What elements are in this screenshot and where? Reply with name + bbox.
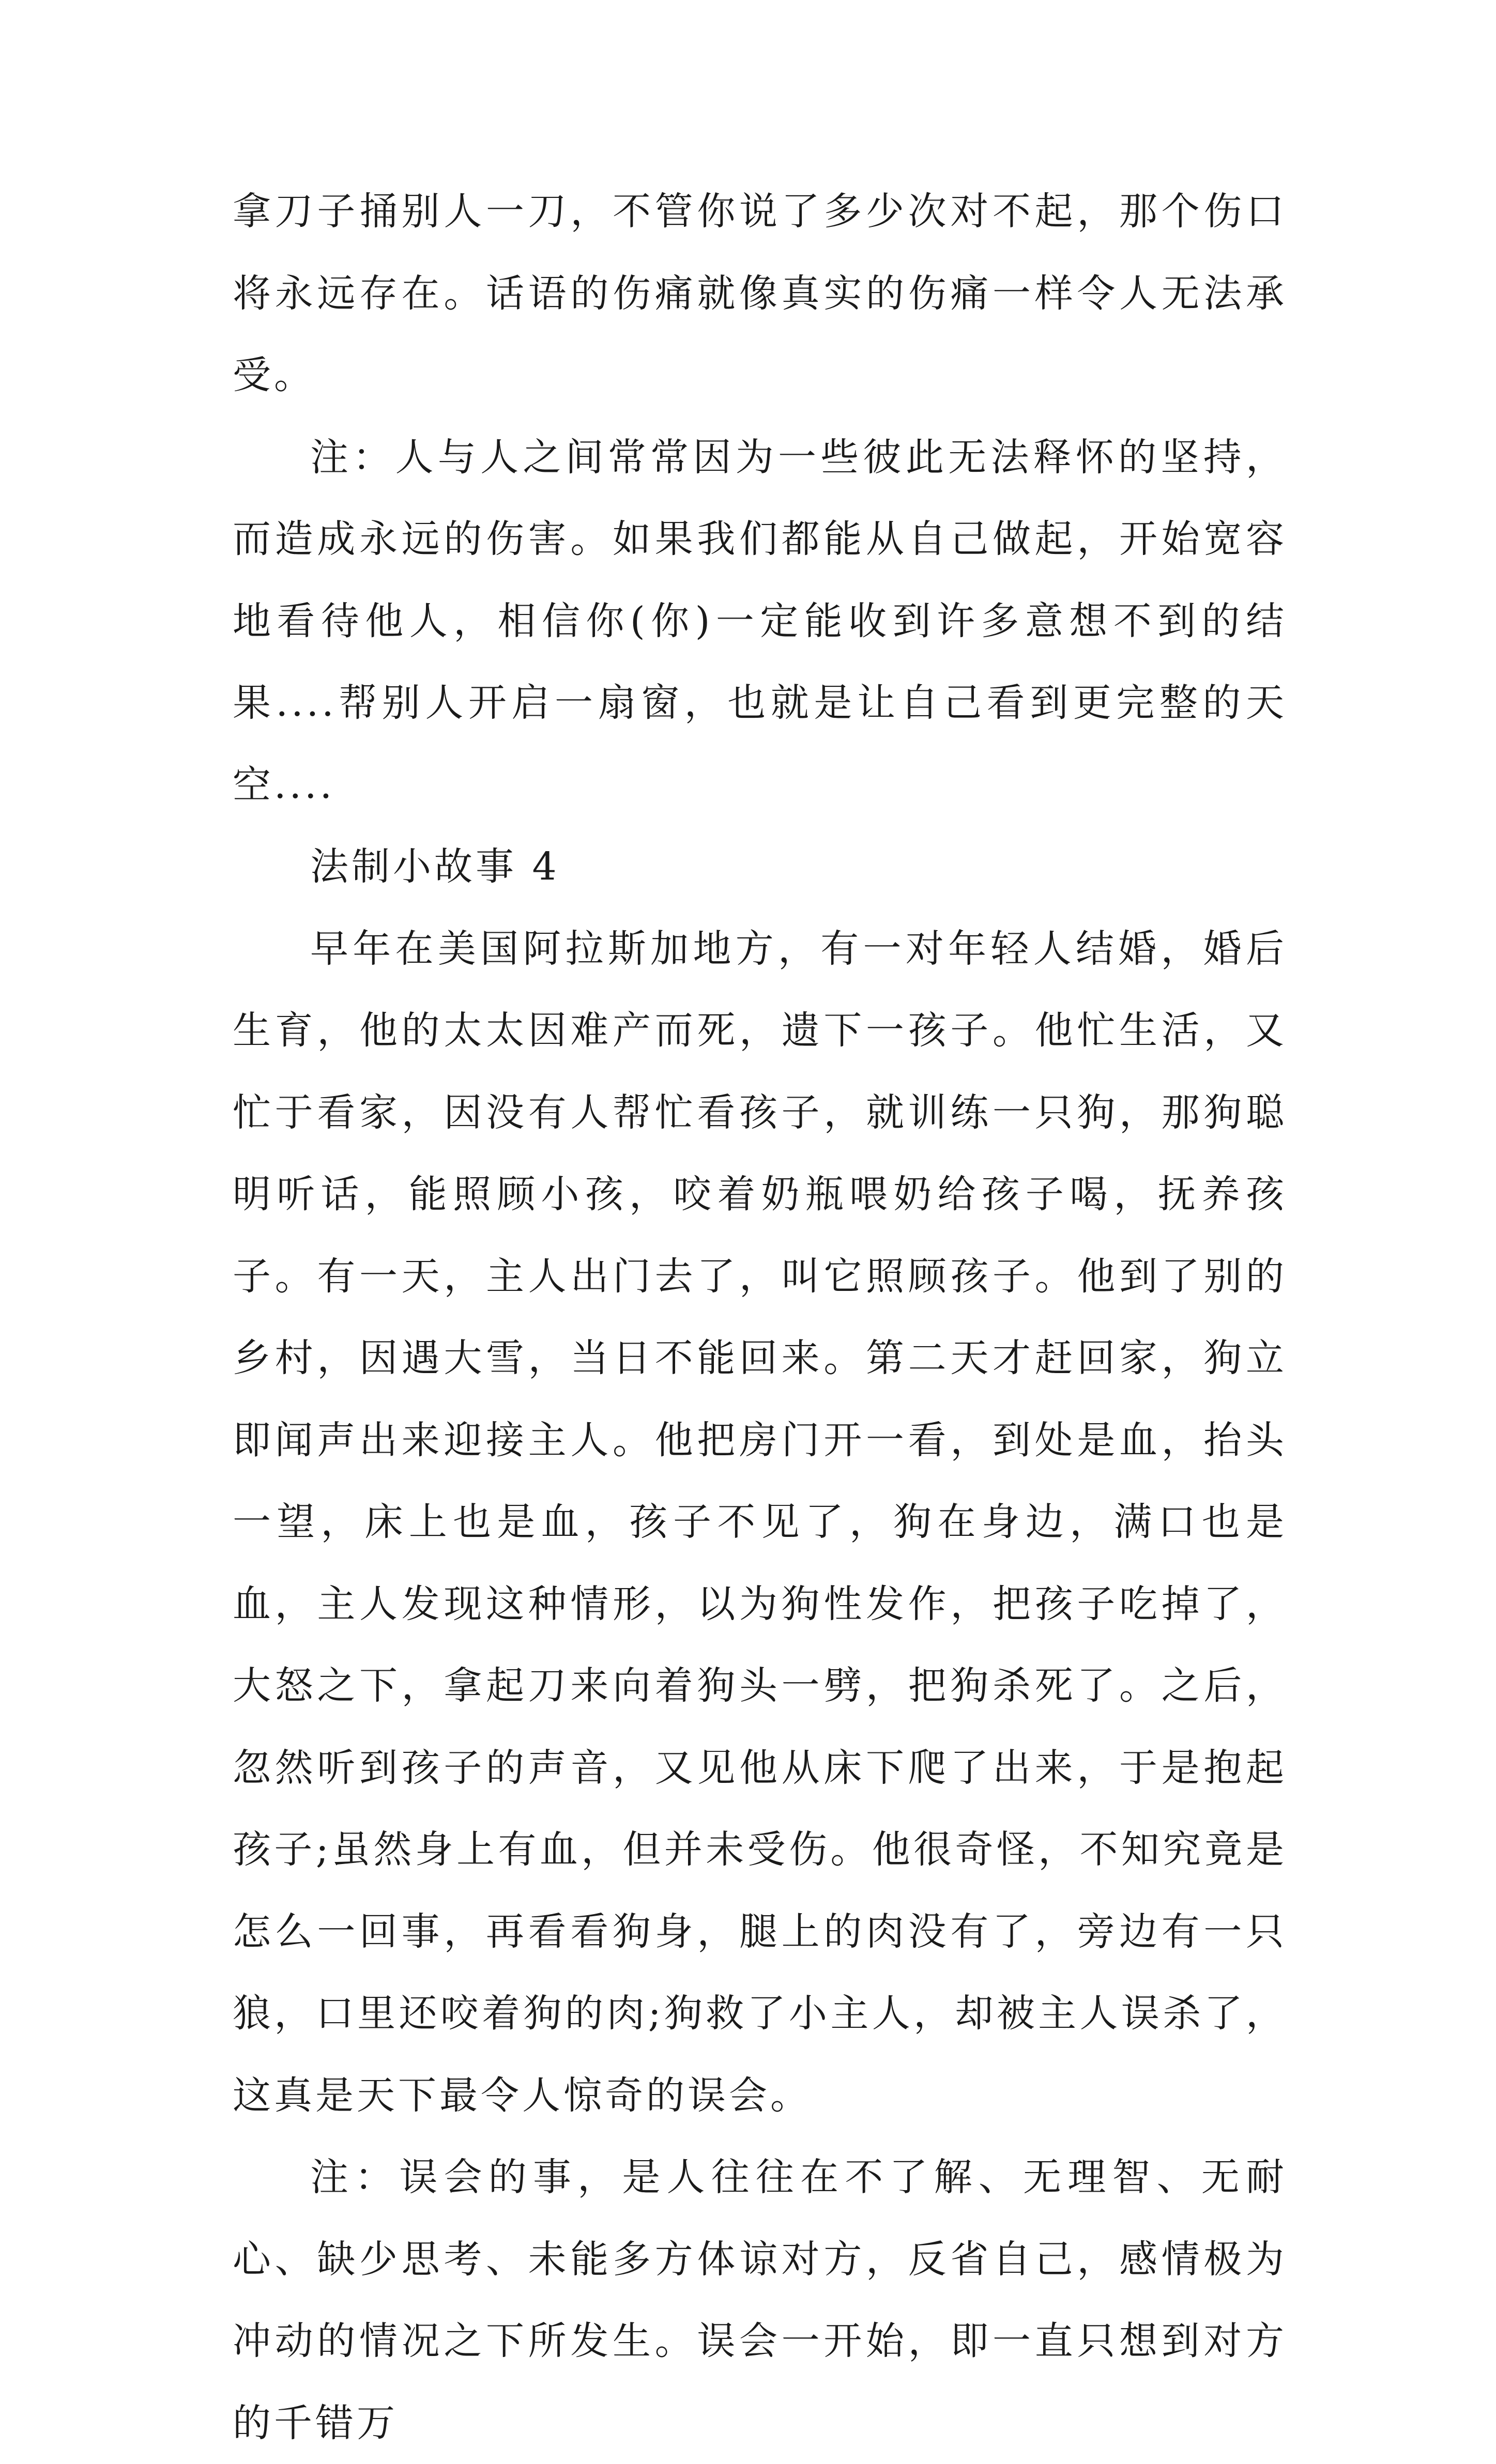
story-4-title: 法制小故事 4 (310, 844, 560, 889)
paragraph-story-4-body: 早年在美国阿拉斯加地方，有一对年轻人结婚，婚后生育，他的太太因难产而死，遗下一孩子。他忙生活，又忙于看家，因没有人帮忙看孩子，就训练一只狗，那狗聪明听话，能照顾小孩，咬着奶瓶喂奶给孩子喝，抚养孩子。有一天，主人出门去了，叫它照顾孩子。他到了别的乡村，因遇大雪，当日不能回来。第二天才赶回家，狗立即闻声出来迎接主人。他把房门开一看，到处是血，抬头一望，床上也是血，孩子不见了，狗在身边，满口也是血，主人发现这种情形，以为狗性发作，把孩子吃掉了，大怒之下，拿起刀来向着狗头一劈，把狗杀死了。之后，忽然听到孩子的声音，又见他从床下爬了出来，于是抱起孩子;虽然身上有血，但并未受伤。他很奇怪，不知究竟是怎么一回事，再看看狗身，腿上的肉没有了，旁边有一只狼，口里还咬着狗的肉;狗救了小主人，却被主人误杀了，这真是天下最令人惊奇的误会。 (233, 926, 1287, 2118)
paragraph-note-1: 注：人与人之间常常因为一些彼此无法释怀的坚持，而造成永远的伤害。如果我们都能从自己做起，开始宽容地看待他人，相信你(你)一定能收到许多意想不到的结果....帮别人开启一扇窗，也就是让自己看到更完整的天空.... (233, 435, 1287, 807)
paragraph-continuation: 拿刀子捅别人一刀，不管你说了多少次对不起，那个伤口将永远存在。话语的伤痛就像真实的伤痛一样令人无法承受。 (233, 189, 1287, 397)
document-body (233, 171, 1287, 2464)
paragraph-note-2: 注：误会的事，是人往往在不了解、无理智、无耐心、缺少思考、未能多方体谅对方，反省自己，感情极为冲动的情况之下所发生。误会一开始，即一直只想到对方的千错万 (233, 2155, 1287, 2445)
